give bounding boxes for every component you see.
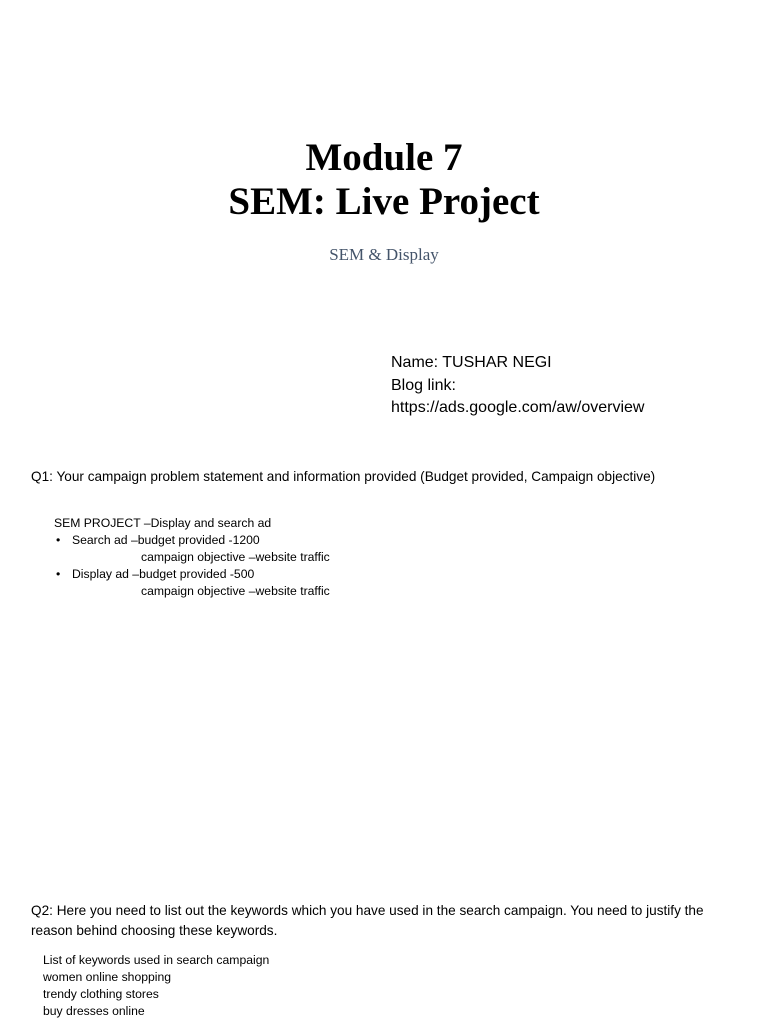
- author-name: Name: TUSHAR NEGI: [391, 354, 552, 371]
- keyword-item: trendy clothing stores: [43, 987, 159, 1001]
- question-2-label: Q2:: [31, 903, 53, 918]
- list-item-subtext: campaign objective –website traffic: [141, 584, 330, 598]
- bullet-icon: •: [56, 567, 61, 581]
- question-2: [31, 901, 731, 940]
- list-item: [54, 532, 330, 566]
- answer-1-heading: SEM PROJECT –Display and search ad: [54, 516, 272, 530]
- list-item-text: Display ad –budget provided -500: [72, 567, 255, 581]
- title-line-1: Module 7: [305, 136, 463, 179]
- keyword-item: women online shopping: [43, 970, 172, 984]
- page-subtitle: SEM & Display: [329, 245, 439, 264]
- list-item-subtext: campaign objective –website traffic: [141, 550, 330, 564]
- title-line-2: SEM: Live Project: [228, 180, 540, 223]
- answer-1: [54, 515, 330, 600]
- question-1-label: Q1:: [31, 469, 53, 484]
- blog-url: https://ads.google.com/aw/overview: [391, 399, 645, 416]
- author-info: [391, 352, 644, 420]
- blog-label: Blog link:: [391, 376, 456, 394]
- list-item-text: Search ad –budget provided -1200: [72, 533, 260, 547]
- question-1-text: Your campaign problem statement and information provided (Budget provided, Campaign objective): [52, 469, 656, 484]
- question-2-text: Here you need to list out the keywords which you have used in the search campaign. You need to justify the reason behind choosing these keywords.: [31, 903, 704, 938]
- answer-2: [43, 952, 269, 1020]
- answer-2-heading: List of keywords used in search campaign: [43, 953, 270, 967]
- keyword-item: buy dresses online: [43, 1004, 145, 1018]
- list-item: [54, 566, 330, 600]
- question-1: [31, 467, 731, 487]
- bullet-icon: •: [56, 533, 61, 547]
- page-title: [0, 136, 768, 224]
